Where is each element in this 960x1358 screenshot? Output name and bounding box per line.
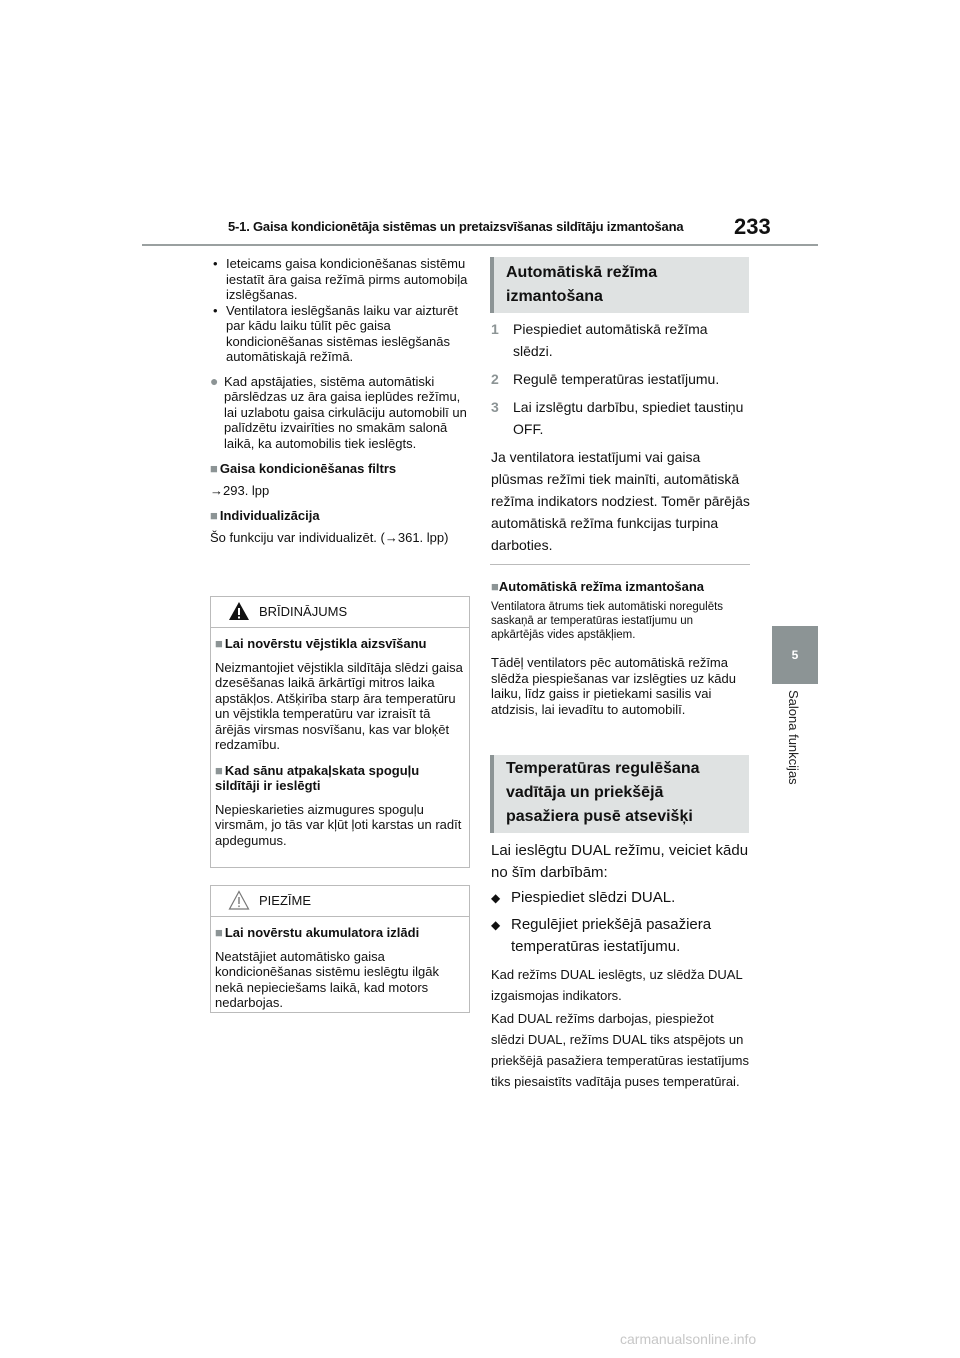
header-title: 5-1. Gaisa kondicionētāja sistēmas un pretaizsvīšanas sildītāju izmantošana (228, 219, 684, 234)
step-1 (491, 318, 746, 362)
left-column (210, 256, 468, 545)
dot-paragraph-text: Kad apstājaties, sistēma automātiski pārslēdzas uz āra gaisa ieplūdes režīmu, lai uzlabotu gaisa cirkulāciju automobilī un palīdzētu izvairīties no smakām salonā laikā, ka automobilis tiek ieslēgts. (224, 373, 467, 451)
chapter-label-text: Salona funkcijas (786, 690, 801, 785)
warning-box (210, 596, 470, 868)
notice-sub1-text: Lai novērstu akumulatora izlādi (224, 925, 420, 940)
square-icon: ■ (215, 762, 223, 778)
auto-sub-heading-text: Automātiskā režīma izmantošana (498, 579, 705, 594)
custom-heading-text: Individualizācija (219, 508, 320, 523)
filter-heading-text: Gaisa kondicionēšanas filtrs (219, 461, 397, 476)
watermark: carmanualsonline.info (620, 1331, 757, 1347)
step-2 (491, 368, 746, 390)
dot-paragraph (210, 374, 468, 452)
step-text: Regulē temperatūras iestatījumu. (513, 371, 720, 387)
step-number: 2 (491, 371, 499, 387)
notice-icon (228, 890, 250, 910)
bullet-text: Ventilatora ieslēgšanās laiku var aizturēt par kādu laiku tūlīt pēc gaisa kondicionēšanas sistēmas ieslēgšanās automātiskajā režīmā. (226, 302, 458, 364)
warning-title: BRĪDINĀJUMS (259, 604, 348, 619)
warning-sub2 (215, 763, 465, 794)
warning-icon (228, 601, 250, 621)
step-number: 3 (491, 399, 499, 415)
diamond-icon: ◆ (491, 918, 501, 932)
warning-sub1 (215, 636, 465, 652)
bullet-item (210, 303, 468, 365)
diamond-icon: ◆ (491, 891, 501, 905)
auto-sub-heading (491, 579, 749, 595)
notice-text1: Neatstājiet automātisko gaisa kondicionēšanas sistēmu ieslēgtu ilgāk nekā nepieciešams laikā, kad motors nedarbojas. (215, 948, 440, 1010)
dot-icon: ● (210, 372, 219, 389)
dual-item-text: Piespiediet slēdzi DUAL. (511, 889, 676, 906)
square-icon: ■ (491, 579, 499, 594)
auto-sub-small: Ventilatora ātrums tiek automātiski noregulēts saskaņā ar temperatūras iestatījumu un apkārtējās vides apstākļiem. (491, 601, 724, 641)
filter-ref[interactable]: →293. lpp (210, 482, 270, 498)
step-number: 1 (491, 321, 499, 337)
notice-box (210, 885, 470, 1013)
bullet-item (210, 256, 468, 303)
section-auto-mode: Automātiskā režīma izmantošana (490, 257, 749, 313)
square-icon: ■ (215, 636, 223, 651)
warning-header (211, 597, 469, 628)
dual-item (491, 887, 751, 909)
warning-sub1-text: Lai novērstu vējstikla aizsvīšanu (224, 636, 427, 651)
section-divider (490, 564, 750, 565)
square-icon: ■ (215, 925, 223, 940)
dual-intro: Lai ieslēgtu DUAL režīmu, veiciet kādu no šīm darbībām: (491, 842, 749, 881)
dual-item (491, 914, 751, 958)
bullet-text: Ieteicams gaisa kondicionēšanas sistēmu iestatīt āra gaisa režīmā pirms automobiļa izslēgšanas. (226, 256, 468, 302)
warning-text1: Neizmantojiet vējstikla sildītāja slēdzi gaisa dzesēšanas laikā ārkārtīgi mitros laika apstākļos. Atšķirība starp āra temperatūru un vējstikla temperatūru var izraisīt tā ārējās virsmas nosvīšanu, kas var bloķēt redzamību. (215, 659, 463, 752)
filter-heading (210, 461, 468, 477)
header-rule (142, 244, 818, 246)
square-icon: ■ (210, 508, 218, 523)
step-3 (491, 396, 746, 440)
auto-paragraph: Ja ventilatora iestatījumi vai gaisa plūsmas režīmi tiek mainīti, automātiskā režīma indikators nodziest. Tomēr pārējās automātiskā režīma funkcijas turpina darboties. (491, 449, 750, 553)
dual-paragraph-1: Kad režīms DUAL ieslēgts, uz slēdža DUAL izgaismojas indikators. (491, 967, 743, 1003)
square-icon: ■ (210, 461, 218, 476)
bullet-mark: • (213, 256, 218, 271)
bullet-mark: • (213, 302, 218, 318)
auto-sub-text: Tādēļ ventilators pēc automātiskā režīma slēdža piespiešanas var izslēgties uz kādu laiku, līdz gaiss ir pietiekami sasilis vai atdzisis, lai ievadītu to automobilī. (491, 655, 736, 717)
warning-text2: Nepieskarieties aizmugures spoguļu virsmām, jo tās var kļūt ļoti karstas un radīt apdegumus. (215, 801, 462, 848)
section-dual-temp: Temperatūras regulēšana vadītāja un priekšējā pasažiera pusē atsevišķi (490, 755, 749, 833)
warning-sub2-text: Kad sānu atpakaļskata spoguļu sildītāji ir ieslēgti (215, 762, 420, 793)
page-number: 233 (734, 214, 771, 239)
chapter-tab: 5 (772, 626, 818, 684)
step-text: Lai izslēgtu darbību, spiediet taustiņu OFF. (513, 399, 744, 437)
custom-text: Šo funkciju var individualizēt. (→361. lpp) (210, 529, 449, 545)
notice-sub1 (215, 925, 465, 941)
dual-paragraph-2: Kad DUAL režīms darbojas, piespiežot slēdzi DUAL, režīms DUAL tiks atspējots un priekšējā pasažiera temperatūras iestatījums tiks piesaistīts vadītāja puses temperatūrai. (491, 1011, 749, 1089)
chapter-label (776, 690, 816, 820)
dual-item-text: Regulējiet priekšējā pasažiera temperatūras iestatījumu. (511, 916, 712, 955)
step-text: Piespiediet automātiskā režīma slēdzi. (513, 321, 708, 359)
notice-title: PIEZĪME (259, 893, 312, 908)
custom-heading (210, 508, 468, 524)
notice-header (211, 886, 469, 917)
